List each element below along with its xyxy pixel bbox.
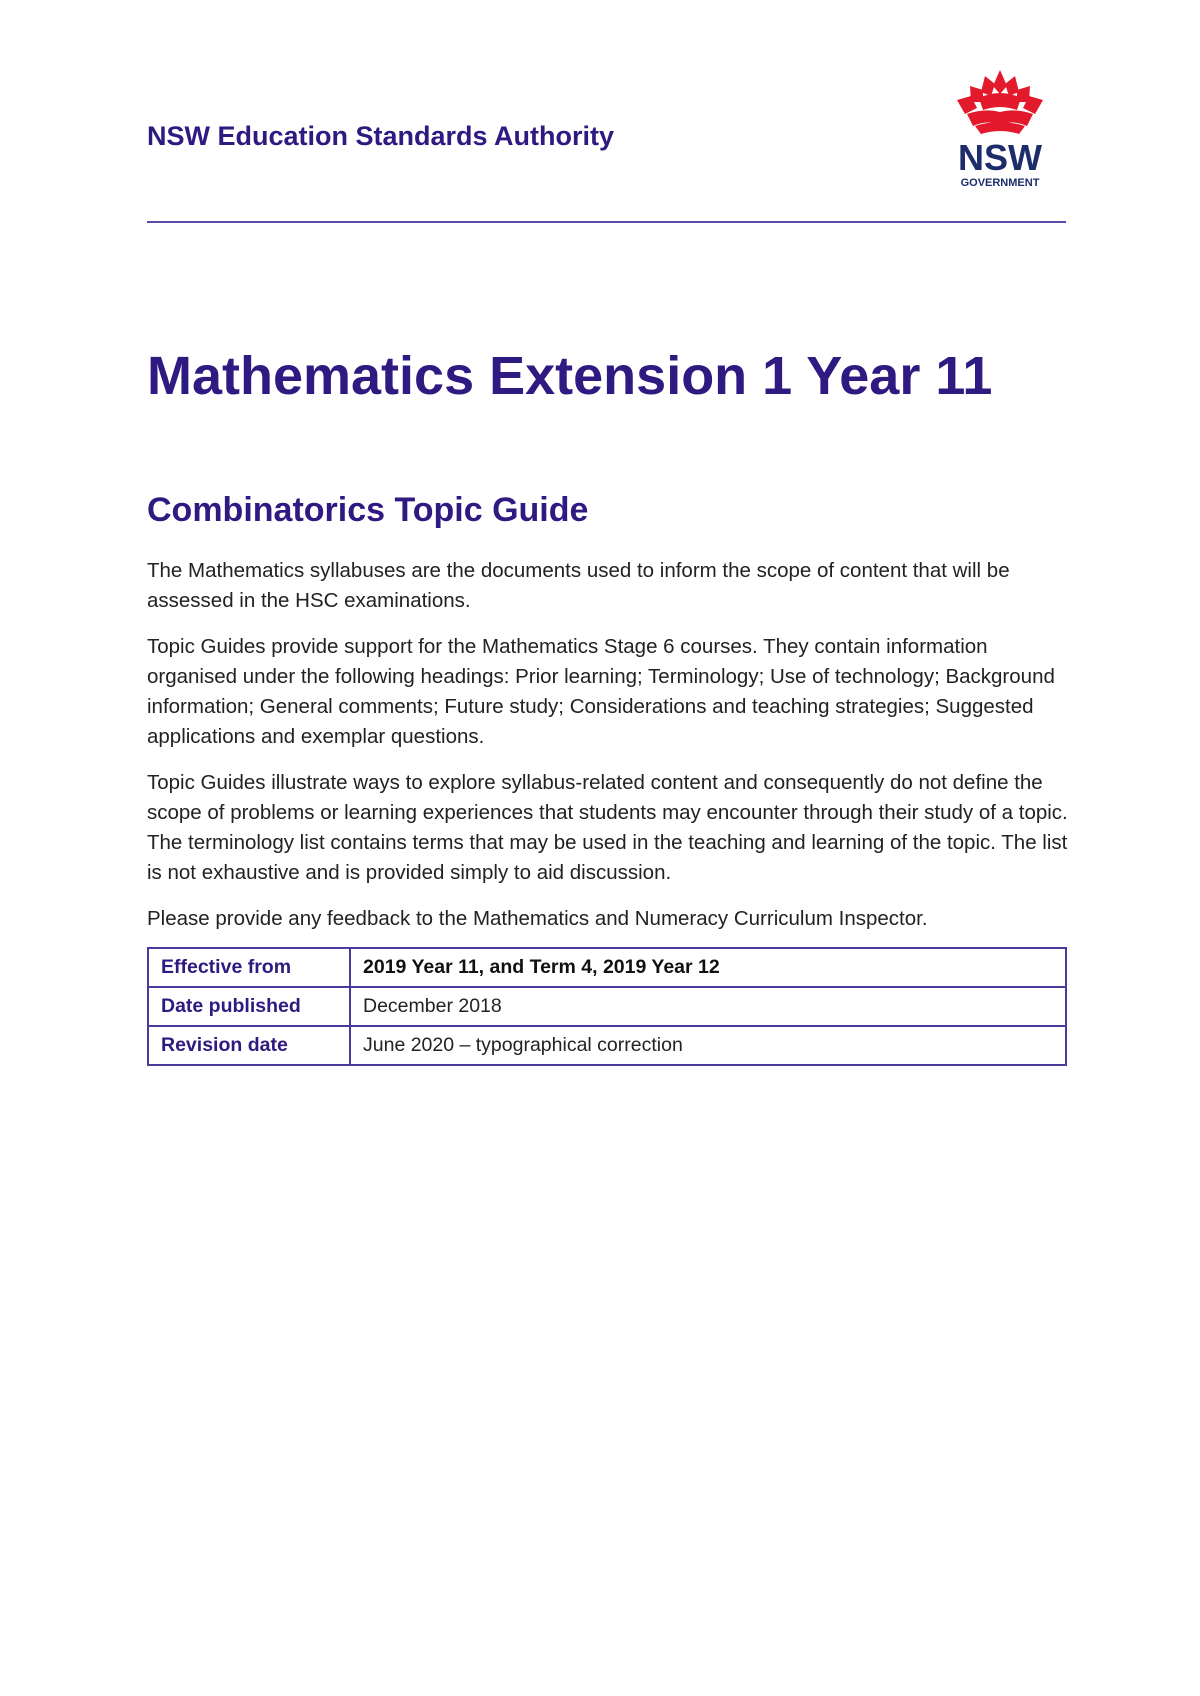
intro-paragraph: Topic Guides illustrate ways to explore syllabus-related content and consequently do not define the scope of problems or learning experiences that students may encounter through their study of a topic. The terminology list contains terms that may be used in the teaching and learning of the topic. The list is not exhaustive and is provided simply to aid discussion. — [147, 771, 1068, 884]
intro-paragraph: Please provide any feedback to the Mathematics and Numeracy Curriculum Inspector. — [147, 907, 928, 930]
document-subtitle: Combinatorics Topic Guide — [147, 491, 589, 529]
date-published-value: December 2018 — [350, 987, 1066, 1026]
authority-name: NSW Education Standards Authority — [147, 121, 615, 151]
table-row — [148, 987, 1066, 1026]
intro-text — [147, 556, 1072, 950]
nsw-wordmark: NSW — [958, 137, 1042, 178]
header-divider — [147, 221, 1066, 223]
nsw-government-logo — [945, 68, 1055, 192]
intro-paragraph: The Mathematics syllabuses are the documents used to inform the scope of content that will be assessed in the HSC examinations. — [147, 559, 1010, 612]
publication-details-table — [147, 947, 1067, 1066]
intro-paragraph: Topic Guides provide support for the Mathematics Stage 6 courses. They contain information organised under the following headings: Prior learning; Terminology; Use of technology; Background information; General comments; Future study; Considerations and teaching strategies; Suggested applications and exemplar questions. — [147, 635, 1055, 748]
date-published-label: Date published — [148, 987, 350, 1026]
table-row — [148, 948, 1066, 987]
waratah-logo-icon — [945, 68, 1055, 192]
effective-from-value: 2019 Year 11, and Term 4, 2019 Year 12 — [350, 948, 1066, 987]
document-title: Mathematics Extension 1 Year 11 — [147, 346, 993, 406]
table-row — [148, 1026, 1066, 1065]
government-wordmark: GOVERNMENT — [960, 177, 1040, 189]
effective-from-label: Effective from — [148, 948, 350, 987]
revision-date-value: June 2020 – typographical correction — [350, 1026, 1066, 1065]
revision-date-label: Revision date — [148, 1026, 350, 1065]
